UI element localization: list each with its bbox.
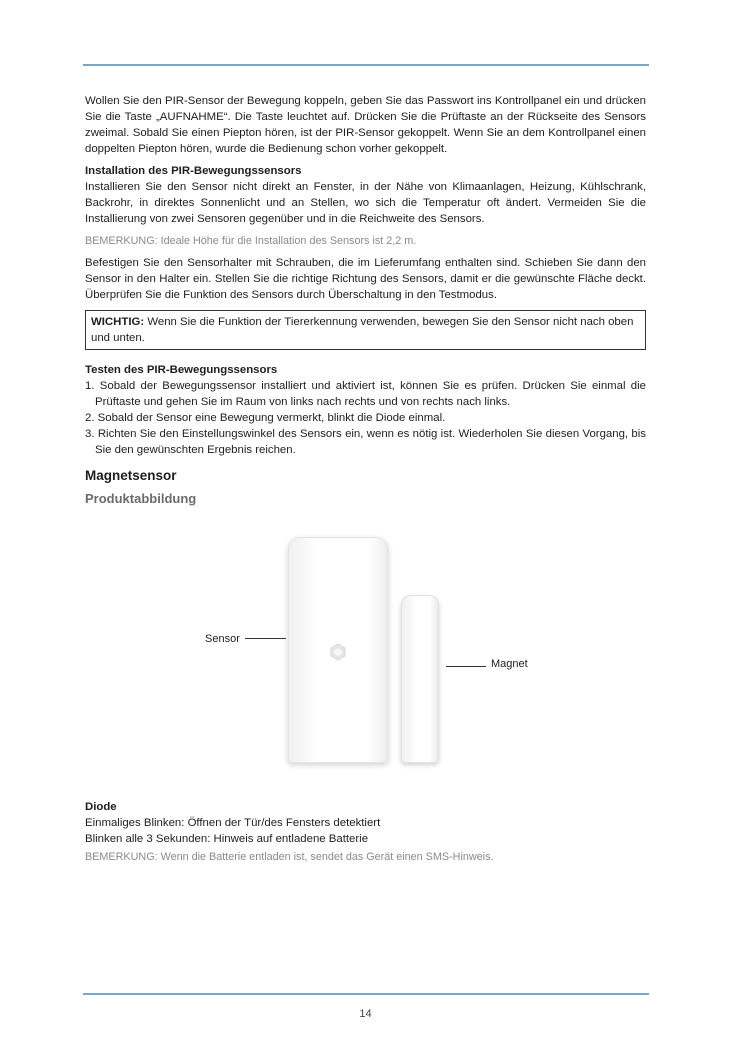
mounting-text: Befestigen Sie den Sensorhalter mit Schrauben, die im Lieferumfang enthalten sind. Schieben Sie dann den Sensor in den Halter ein. Stellen Sie die richtige Richtung des Sensors, damit er die gewünschte Fläche deckt. Überprüfen Sie die Funktion des Sensors durch Überschaltung in den Testmodus. (85, 257, 646, 301)
intro-paragraph: Wollen Sie den PIR-Sensor der Bewegung koppeln, geben Sie das Passwort ins Kontrollpanel ein und drücken Sie die Taste „AUFNAHME“. Die Taste leuchtet auf. Drücken Sie die Prüftaste an der Rückseite des Sensors zweimal. Sobald Sie einen Piepton hören, ist der PIR-Sensor gekoppelt. Wenn Sie an dem Kontrollpanel einen doppelten Piepton hören, wurde die Bedienung schon vorher gekoppelt. (85, 95, 646, 155)
testing-steps (85, 378, 646, 458)
installation-note: BEMERKUNG: Ideale Höhe für die Installation des Sensors ist 2,2 m. (85, 235, 417, 247)
testing-step: 2. Sobald der Sensor eine Bewegung vermerkt, blinkt die Diode einmal. (85, 412, 446, 424)
testing-step: 1. Sobald der Bewegungssensor installiert und aktiviert ist, können Sie es prüfen. Drücken Sie einmal die Prüftaste und gehen Sie im Raum von links nach rechts und von rechts nach links. (85, 380, 646, 408)
diode-line-2: Blinken alle 3 Sekunden: Hinweis auf entladene Batterie (85, 833, 369, 845)
important-box (85, 310, 646, 350)
product-figure (85, 507, 646, 799)
footer-rule (83, 993, 649, 995)
magnet-device-image (401, 595, 439, 763)
important-text: Wenn Sie die Funktion der Tiererkennung verwenden, bewegen Sie den Sensor nicht nach oben und unten. (91, 316, 634, 344)
installation-heading: Installation des PIR-Bewegungssensors (85, 165, 302, 177)
testing-step: 3. Richten Sie den Einstellungswinkel des Sensors ein, wenn es nötig ist. Wiederholen Sie diesen Vorgang, bis Sie den gewünschten Ergebnis reichen. (85, 428, 646, 456)
testing-heading: Testen des PIR-Bewegungssensors (85, 364, 278, 376)
product-image-heading: Produktabbildung (85, 491, 197, 506)
sensor-leader-line (245, 638, 286, 639)
sensor-label: Sensor (205, 633, 240, 645)
page-content (85, 93, 646, 865)
brand-logo-icon (329, 643, 347, 661)
installation-text: Installieren Sie den Sensor nicht direkt an Fenster, in der Nähe von Klimaanlagen, Heizung, Kühlschrank, Backrohr, in direktes Sonnenlicht und an Stellen, wo sich die Temperatur oft ändert. Vermeiden Sie die Installierung von zwei Sensoren gegenüber und in die Reichweite des Sensors. (85, 181, 646, 225)
diode-heading: Diode (85, 801, 117, 813)
page-number: 14 (359, 1008, 372, 1020)
diode-line-1: Einmaliges Blinken: Öffnen der Tür/des Fensters detektiert (85, 817, 381, 829)
magnet-leader-line (446, 666, 486, 667)
header-rule (83, 64, 649, 66)
magnet-label: Magnet (491, 658, 528, 670)
important-label: WICHTIG: (91, 316, 145, 328)
magnet-section-heading: Magnetsensor (85, 468, 177, 483)
sensor-device-image (288, 537, 388, 763)
diode-note: BEMERKUNG: Wenn die Batterie entladen ist, sendet das Gerät einen SMS-Hinweis. (85, 851, 494, 863)
